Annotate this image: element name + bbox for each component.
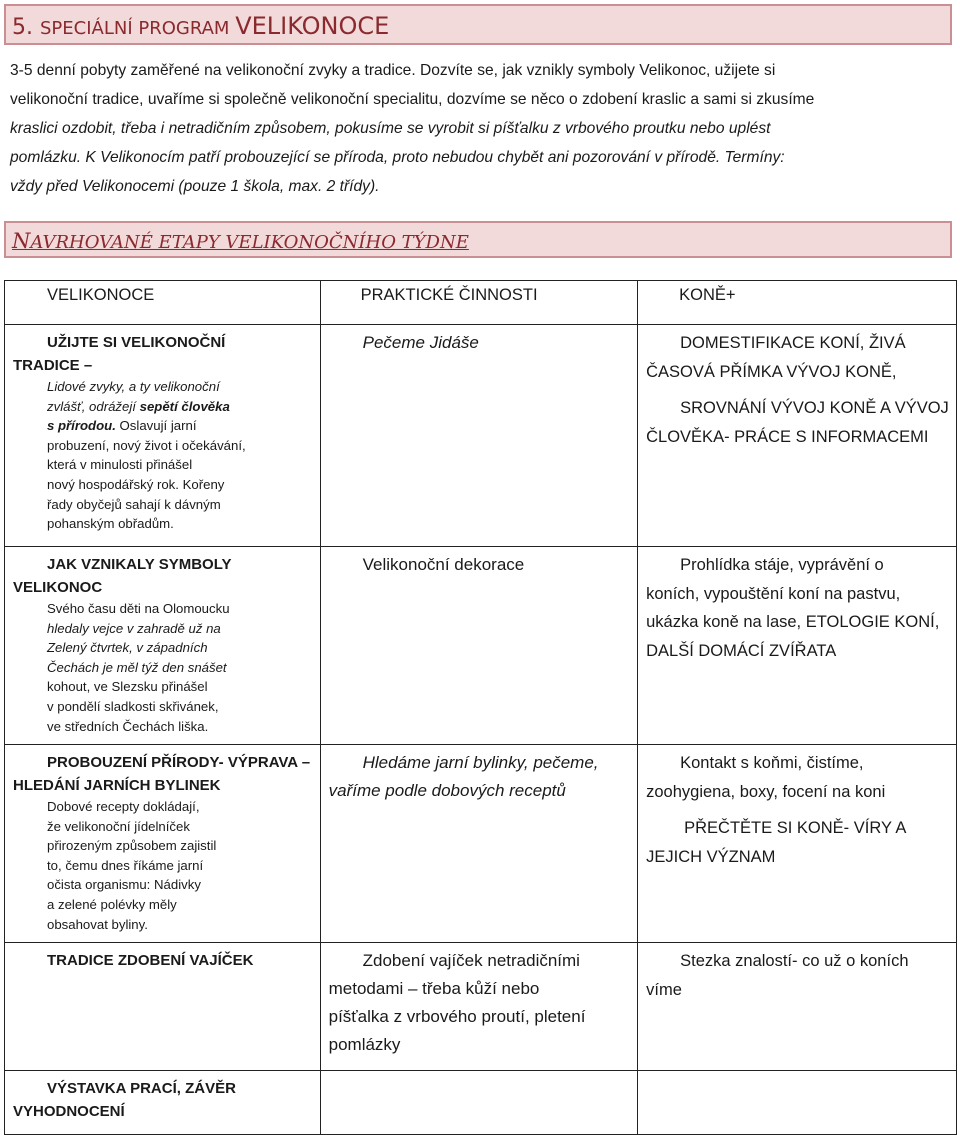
stage-cell	[5, 745, 321, 943]
intro-line: kraslici ozdobit, třeba i netradičním způsobem, pokusíme se vyrobit si píšťalku z vrbového proutku nebo uplést	[10, 120, 771, 137]
header-cell: KONĚ+	[638, 281, 957, 325]
intro-line: pomlázku. K Velikonocím patří probouzející se příroda, proto nebudou chybět ani pozorování v přírodě. Termíny:	[10, 149, 785, 166]
table-header-row	[5, 281, 957, 325]
plan-table	[4, 280, 957, 1135]
stage-cell	[5, 325, 321, 547]
horse-cell: Prohlídka stáje, vyprávění o koních, vypouštění koní na pastvu, ukázka koně na lase, ETOLOGIE KONÍ, DALŠÍ DOMÁCÍ ZVÍŘATA	[638, 547, 957, 745]
intro-paragraph	[10, 56, 950, 201]
activity-cell: Pečeme Jidáše	[320, 325, 638, 547]
table-row	[5, 325, 957, 547]
program-title-banner	[4, 4, 952, 45]
stage-title: PROBOUZENÍ PŘÍRODY- VÝPRAVA – HLEDÁNÍ JARNÍCH BYLINEK	[13, 754, 311, 794]
horse-cell: Stezka znalostí- co už o koních víme	[638, 943, 957, 1071]
header-cell: PRAKTICKÉ ČINNOSTI	[320, 281, 638, 325]
table-row	[5, 745, 957, 943]
stage-description: Svého času děti na Olomoucku hledaly vejce v zahradě už na Zelený čtvrtek, v západních Čechách je měl týž den snášet kohout, ve Slezsku přinášel v pondělí sladkosti skřivánek, ve středních Čechách liška.	[47, 601, 230, 734]
stage-title: VÝSTAVKA PRACÍ, ZÁVĚR VYHODNOCENÍ	[13, 1080, 236, 1120]
activity-cell: Zdobení vajíček netradičními metodami – třeba kůží nebo píšťalka z vrbového proutí, pletení pomlázky	[320, 943, 638, 1071]
stage-cell	[5, 547, 321, 745]
section-heading-banner	[4, 221, 952, 258]
intro-line: velikonoční tradice, uvaříme si společně velikonoční specialitu, dozvíme se něco o zdobení kraslic a sami si zkusíme	[10, 91, 815, 108]
activity-cell: Hledáme jarní bylinky, pečeme, vaříme podle dobových receptů	[320, 745, 638, 943]
stage-description: Lidové zvyky, a ty velikonoční zvlášť, odrážejí sepětí člověka s přírodou. Oslavují jarní probuzení, nový život i očekávání, která v minulosti přinášel nový hospodářský rok. Kořeny řady obyčejů sahají k dávným pohanským obřadům.	[47, 379, 246, 532]
table-row	[5, 1071, 957, 1135]
program-number: 5.	[12, 15, 33, 40]
stage-title: TRADICE ZDOBENÍ VAJÍČEK	[47, 952, 254, 969]
stage-cell	[5, 1071, 321, 1135]
stage-title: UŽIJTE SI VELIKONOČNÍ TRADICE –	[13, 334, 226, 374]
stage-title: JAK VZNIKALY SYMBOLY VELIKONOC	[13, 556, 232, 596]
intro-line: 3-5 denní pobyty zaměřené na velikonoční zvyky a tradice. Dozvíte se, jak vznikly symboly Velikonoc, užijete si	[10, 62, 776, 79]
stage-description: Dobové recepty dokládají, že velikonoční jídelníček přirozeným způsobem zajistil to, čemu dnes říkáme jarní očista organismu: Nádivky a zelené polévky měly obsahovat byliny.	[47, 799, 217, 932]
activity-cell: Velikonoční dekorace	[320, 547, 638, 745]
program-title-part-a: SPECIÁLNÍ PROGRAM	[40, 18, 236, 39]
horse-cell: Kontakt s koňmi, čistíme, zoohygiena, boxy, focení na koni PŘEČTĚTE SI KONĚ- VÍRY A JEJICH VÝZNAM	[638, 745, 957, 943]
horse-cell: DOMESTIFIKACE KONÍ, ŽIVÁ ČASOVÁ PŘÍMKA VÝVOJ KONĚ, SROVNÁNÍ VÝVOJ KONĚ A VÝVOJ ČLOVĚKA- PRÁCE S INFORMACEMI	[638, 325, 957, 547]
header-cell: VELIKONOCE	[5, 281, 321, 325]
table-row	[5, 547, 957, 745]
stage-cell	[5, 943, 321, 1071]
intro-line: vždy před Velikonocemi (pouze 1 škola, max. 2 třídy).	[10, 178, 380, 195]
section-heading: NAVRHOVANÉ ETAPY VELIKONOČNÍHO TÝDNE	[12, 229, 469, 253]
table-row	[5, 943, 957, 1071]
program-title-part-b: VELIKONOCE	[235, 12, 390, 40]
program-title	[12, 12, 389, 40]
activity-cell	[320, 1071, 638, 1135]
horse-cell	[638, 1071, 957, 1135]
